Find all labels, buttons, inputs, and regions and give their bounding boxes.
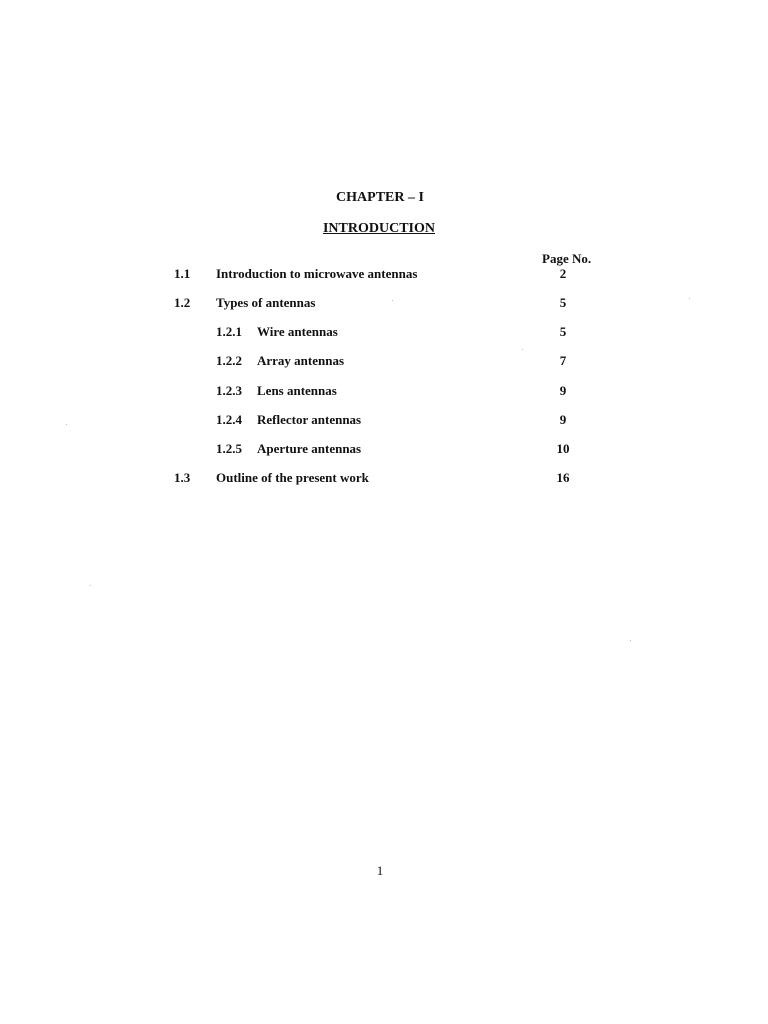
toc-entry-title: Aperture antennas: [257, 441, 362, 456]
toc-entry-page: 5: [559, 295, 567, 310]
toc-entry-number: 1.2.1: [216, 324, 242, 339]
scan-speck: [392, 300, 393, 301]
page-footer-number: 1: [376, 863, 384, 878]
chapter-title: CHAPTER – I: [336, 190, 424, 205]
toc-entry-title: Outline of the present work: [216, 470, 369, 485]
scan-speck: [522, 349, 523, 350]
toc-entry-title: Lens antennas: [257, 383, 337, 398]
toc-entry-title: Introduction to microwave antennas: [216, 266, 418, 281]
scan-speck: [689, 298, 690, 299]
toc-entry-title: Types of antennas: [216, 295, 316, 310]
toc-entry-number: 1.2.2: [216, 353, 242, 368]
scan-speck: [66, 424, 67, 425]
page-number-column-header: Page No.: [542, 251, 592, 266]
toc-entry-number: 1.3: [174, 470, 191, 485]
toc-entry-page: 2: [559, 266, 567, 281]
chapter-heading: INTRODUCTION: [322, 221, 435, 236]
toc-entry-number: 1.2: [174, 295, 191, 310]
toc-entry-number: 1.2.3: [216, 383, 242, 398]
scan-speck: [90, 585, 91, 586]
toc-entry-page: 9: [559, 383, 567, 398]
toc-entry-number: 1.2.5: [216, 441, 242, 456]
toc-entry-title: Wire antennas: [257, 324, 338, 339]
toc-entry-page: 10: [556, 441, 570, 456]
toc-entry-title: Array antennas: [257, 353, 345, 368]
scan-speck: [630, 640, 631, 641]
toc-entry-page: 9: [559, 412, 567, 427]
toc-entry-page: 7: [559, 353, 567, 368]
toc-entry-title: Reflector antennas: [257, 412, 362, 427]
toc-entry-page: 16: [556, 470, 570, 485]
toc-entry-number: 1.1: [174, 266, 191, 281]
toc-entry-number: 1.2.4: [216, 412, 242, 427]
toc-entry-page: 5: [559, 324, 567, 339]
